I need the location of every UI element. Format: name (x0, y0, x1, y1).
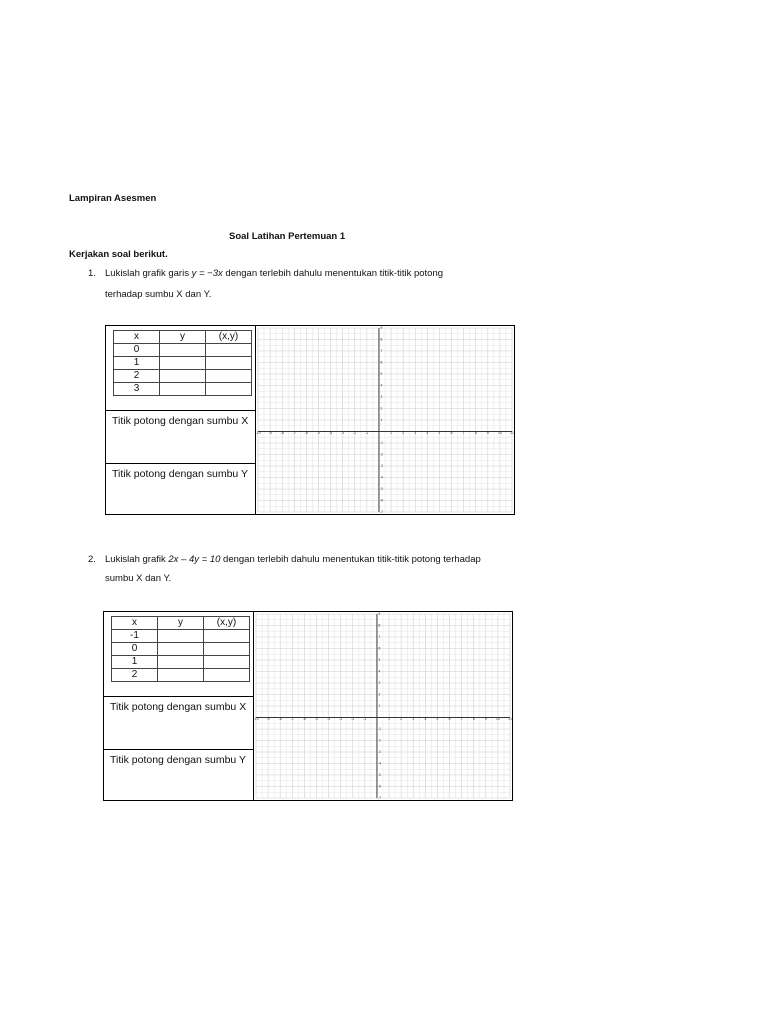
table-cell-y[interactable] (158, 656, 204, 669)
table-cell-y[interactable] (160, 370, 206, 383)
x-tick-label: -1 (365, 431, 369, 435)
x-tick-label: -3 (341, 431, 345, 435)
x-tick-label: 6 (450, 431, 453, 435)
x-tick-label: 3 (412, 717, 415, 721)
table-cell-x: 1 (114, 357, 160, 370)
x-tick-label: 1 (388, 717, 391, 721)
table-header-y: y (158, 617, 204, 630)
table-header-xy: (x,y) (204, 617, 250, 630)
y-tick-label: 9 (378, 612, 381, 616)
y-tick-label: -6 (377, 784, 382, 789)
table-cell-xy[interactable] (204, 643, 250, 656)
table-cell-xy[interactable] (204, 669, 250, 682)
problem-1-work-area (105, 325, 515, 515)
problem-2-question-line2: sumbu X dan Y. (105, 573, 172, 584)
table-header-x: x (112, 617, 158, 630)
problem-2-x-intercept-box[interactable]: Titik potong dengan sumbu X (103, 696, 254, 750)
x-tick-label: -2 (351, 717, 355, 721)
problem-2-question-suffix: dengan terlebih dahulu menentukan titik-titik potong terhadap (220, 554, 481, 565)
problem-1-x-intercept-box[interactable]: Titik potong dengan sumbu X (105, 410, 256, 464)
y-tick-label: 1 (380, 418, 383, 422)
x-tick-label: 10 (495, 717, 500, 721)
x-tick-label: 3 (414, 431, 417, 435)
problem-1-cartesian-grid[interactable] (256, 326, 514, 514)
y-tick-label: 8 (380, 337, 383, 342)
problem-2-xy-table (111, 616, 250, 682)
y-tick-label: 5 (380, 372, 383, 376)
table-cell-y[interactable] (160, 357, 206, 370)
y-tick-label: -3 (377, 750, 382, 754)
table-cell-x: 2 (112, 669, 158, 682)
problem-2-table-box (103, 611, 254, 697)
table-cell-xy[interactable] (204, 630, 250, 643)
x-tick-label: 5 (438, 431, 441, 435)
x-tick-label: 9 (486, 431, 489, 435)
table-header-x: x (114, 331, 160, 344)
y-tick-label: 2 (378, 692, 381, 697)
section-heading: Lampiran Asesmen (69, 193, 157, 204)
table-row (114, 357, 252, 370)
y-tick-label: -1 (379, 441, 384, 445)
table-cell-x: 0 (112, 643, 158, 656)
y-tick-label: 3 (380, 395, 383, 399)
problem-2-y-intercept-box[interactable]: Titik potong dengan sumbu Y (103, 749, 254, 801)
y-tick-label: 4 (378, 669, 381, 674)
y-tick-label: 7 (380, 349, 383, 353)
x-tick-label: -2 (353, 431, 357, 435)
x-tick-label: -10 (253, 717, 259, 721)
x-tick-label: 11 (507, 717, 513, 721)
x-tick-label: 4 (426, 431, 429, 435)
y-tick-label: -2 (377, 738, 382, 743)
problem-1-xy-table (113, 330, 252, 396)
y-tick-label: 5 (378, 658, 381, 662)
x-tick-label: -8 (280, 431, 284, 435)
x-tick-label: 1 (390, 431, 393, 435)
y-tick-label: -1 (377, 727, 382, 731)
x-tick-label: -4 (326, 717, 331, 721)
table-cell-xy[interactable] (206, 357, 252, 370)
problem-1-question-line1 (105, 268, 443, 280)
x-tick-label: -6 (304, 431, 308, 435)
table-row (112, 643, 250, 656)
table-cell-xy[interactable] (206, 370, 252, 383)
y-tick-label: -4 (379, 475, 384, 480)
table-cell-y[interactable] (158, 643, 204, 656)
x-tick-label: -5 (314, 717, 319, 721)
x-tick-label: -8 (278, 717, 282, 721)
table-cell-x: 0 (114, 344, 160, 357)
table-cell-y[interactable] (160, 344, 206, 357)
table-cell-x: 2 (114, 370, 160, 383)
y-tick-label: -2 (379, 452, 384, 457)
x-tick-label: -6 (302, 717, 306, 721)
table-cell-y[interactable] (160, 383, 206, 396)
y-tick-label: 7 (378, 635, 381, 639)
y-tick-label: -6 (379, 498, 384, 503)
table-row (114, 344, 252, 357)
x-tick-label: -4 (328, 431, 333, 435)
x-tick-label: 7 (460, 717, 463, 721)
problem-1-number: 1. (88, 268, 96, 279)
x-tick-label: 8 (474, 431, 477, 435)
table-cell-xy[interactable] (204, 656, 250, 669)
table-cell-x: 1 (112, 656, 158, 669)
x-tick-label: -7 (292, 431, 296, 435)
x-tick-label: -9 (268, 431, 272, 435)
y-tick-label: 6 (380, 360, 383, 365)
problem-1-question-suffix: dengan terlebih dahulu menentukan titik-titik potong (222, 268, 444, 279)
x-tick-label: 6 (448, 717, 451, 721)
x-tick-label: -10 (255, 431, 261, 435)
x-tick-label: 2 (400, 717, 403, 721)
x-tick-label: -7 (290, 717, 294, 721)
problem-1-question-line2: terhadap sumbu X dan Y. (105, 289, 212, 300)
table-cell-xy[interactable] (206, 344, 252, 357)
table-row (112, 630, 250, 643)
y-tick-label: -7 (377, 796, 382, 800)
table-header-xy: (x,y) (206, 331, 252, 344)
table-cell-y[interactable] (158, 669, 204, 682)
y-tick-label: -4 (377, 761, 382, 766)
x-tick-label: 11 (509, 431, 515, 435)
table-cell-xy[interactable] (206, 383, 252, 396)
problem-2-work-area (103, 611, 513, 801)
problem-2-question-prefix: Lukislah grafik (105, 554, 169, 565)
table-header-row (114, 331, 252, 344)
x-tick-label: 7 (462, 431, 465, 435)
problem-2-number: 2. (88, 554, 96, 565)
problem-1-equation: y = −3x (191, 268, 223, 279)
table-row (112, 656, 250, 669)
table-header-row (112, 617, 250, 630)
table-cell-x: 3 (114, 383, 160, 396)
x-tick-label: -1 (363, 717, 367, 721)
x-tick-label: -9 (266, 717, 270, 721)
y-tick-label: 1 (378, 704, 381, 708)
table-cell-y[interactable] (158, 630, 204, 643)
y-tick-label: 6 (378, 646, 381, 651)
x-tick-label: 9 (484, 717, 487, 721)
x-tick-label: 5 (436, 717, 439, 721)
x-tick-label: 10 (497, 431, 502, 435)
problem-2-cartesian-grid[interactable] (254, 612, 512, 800)
y-tick-label: -5 (377, 773, 382, 777)
problem-2-equation: 2x – 4y = 10 (168, 554, 221, 565)
y-tick-label: 2 (380, 406, 383, 411)
x-tick-label: 4 (424, 717, 427, 721)
x-tick-label: -5 (316, 431, 321, 435)
y-tick-label: -3 (379, 464, 384, 468)
x-tick-label: -3 (339, 717, 343, 721)
x-tick-label: 8 (472, 717, 475, 721)
y-tick-label: -5 (379, 487, 384, 491)
table-row (114, 370, 252, 383)
y-tick-label: 9 (380, 326, 383, 330)
y-tick-label: 3 (378, 681, 381, 685)
table-row (114, 383, 252, 396)
problem-1-table-box (105, 325, 256, 411)
y-tick-label: 8 (378, 623, 381, 628)
problem-1-question-prefix: Lukislah grafik garis (105, 268, 192, 279)
page-title: Soal Latihan Pertemuan 1 (229, 231, 346, 242)
instruction-text: Kerjakan soal berikut. (69, 249, 168, 260)
y-tick-label: -7 (379, 510, 384, 514)
problem-1-y-intercept-box[interactable]: Titik potong dengan sumbu Y (105, 463, 256, 515)
table-header-y: y (160, 331, 206, 344)
table-cell-x: -1 (112, 630, 158, 643)
y-tick-label: 4 (380, 383, 383, 388)
problem-2-question-line1 (105, 554, 481, 566)
x-tick-label: 2 (402, 431, 405, 435)
table-row (112, 669, 250, 682)
